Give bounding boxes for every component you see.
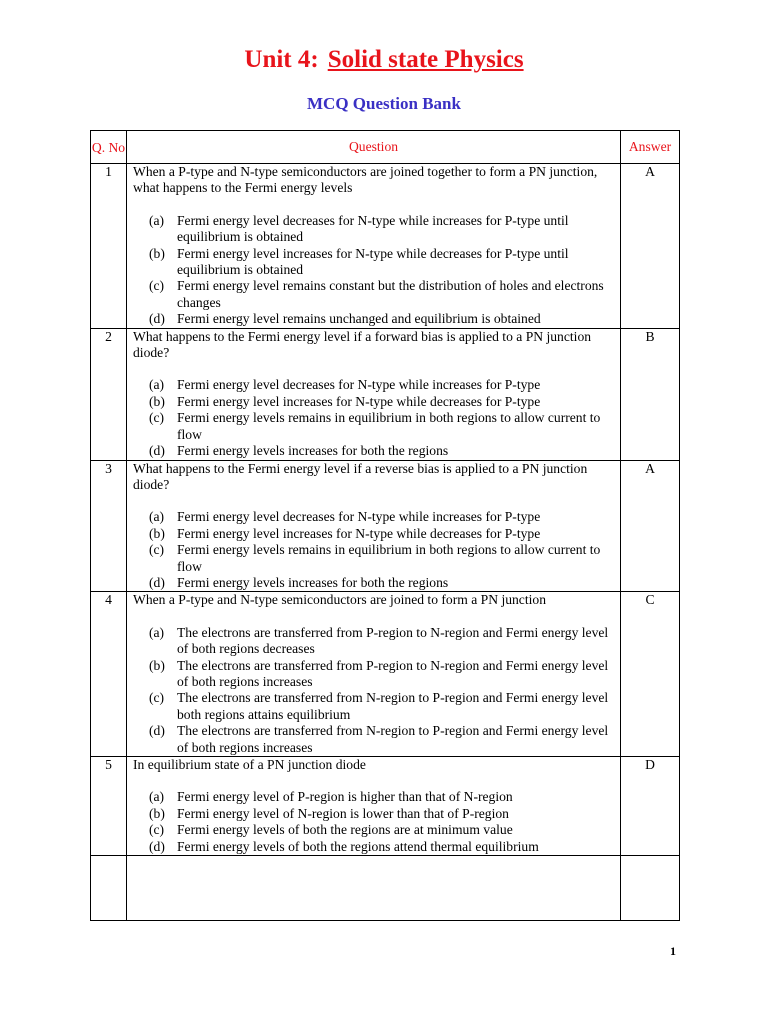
option-label: (d) [149, 311, 165, 327]
option-label: (a) [149, 377, 165, 393]
question-cell [127, 328, 621, 460]
option-text: Fermi energy levels remains in equilibrium in both regions to allow current to flow [177, 410, 601, 442]
option-label: (d) [149, 838, 165, 854]
options-list [133, 509, 616, 591]
topic-title: Solid state Physics [327, 46, 524, 73]
option-item [149, 542, 616, 575]
question-number: 3 [91, 460, 127, 592]
option-item [149, 806, 616, 822]
question-cell [127, 460, 621, 592]
options-list [133, 789, 616, 855]
option-label: (c) [149, 278, 165, 294]
option-label: (c) [149, 822, 165, 838]
question-text: What happens to the Fermi energy level if a reverse bias is applied to a PN junction diode? [133, 460, 588, 492]
option-item [149, 625, 616, 658]
question-cell [127, 757, 621, 856]
option-label: (b) [149, 393, 165, 409]
option-label: (b) [149, 245, 165, 261]
option-item [149, 509, 616, 525]
question-cell [127, 164, 621, 329]
mcq-table [90, 130, 680, 921]
answer-cell: A [621, 164, 680, 329]
table-row [91, 592, 680, 757]
option-text: The electrons are transferred from P-region to N-region and Fermi energy level of both regions decreases [177, 624, 609, 657]
question-number: 2 [91, 328, 127, 460]
table-row [91, 460, 680, 592]
question-number: 4 [91, 592, 127, 757]
question-number: 5 [91, 757, 127, 856]
option-item [149, 278, 616, 311]
option-text: The electrons are transferred from N-region to P-region and Fermi energy level both regions attains equilibrium [177, 690, 609, 722]
answer-cell: D [621, 757, 680, 856]
option-text: Fermi energy level of P-region is higher than that of N-region [177, 789, 513, 805]
option-label: (a) [149, 789, 165, 805]
answer-cell: B [621, 328, 680, 460]
option-item [149, 246, 616, 279]
option-text: Fermi energy level of N-region is lower than that of P-region [177, 805, 509, 821]
option-text: Fermi energy level remains unchanged and equilibrium is obtained [177, 311, 541, 327]
question-cell [127, 592, 621, 757]
answer-cell: A [621, 460, 680, 592]
option-item [149, 311, 616, 327]
option-label: (a) [149, 624, 165, 640]
option-label: (d) [149, 574, 165, 590]
option-item [149, 394, 616, 410]
question-text: In equilibrium state of a PN junction diode [133, 757, 366, 772]
answer-cell: C [621, 592, 680, 757]
option-text: Fermi energy level increases for N-type while decreases for P-type [177, 525, 541, 541]
option-item [149, 377, 616, 393]
option-label: (d) [149, 443, 165, 459]
option-item [149, 822, 616, 838]
option-text: Fermi energy levels of both the regions attend thermal equilibrium [177, 838, 539, 854]
option-text: Fermi energy level remains constant but the distribution of holes and electrons changes [177, 278, 604, 310]
options-list [133, 377, 616, 459]
option-label: (b) [149, 525, 165, 541]
option-text: Fermi energy levels increases for both the regions [177, 574, 449, 590]
option-item [149, 526, 616, 542]
option-text: Fermi energy level increases for N-type while decreases for P-type [177, 393, 541, 409]
option-item [149, 443, 616, 459]
option-item [149, 723, 616, 756]
option-item [149, 839, 616, 855]
question-text: When a P-type and N-type semiconductors are joined together to form a PN junction, what happens to the Fermi energy levels [133, 164, 598, 196]
option-text: Fermi energy level decreases for N-type while increases for P-type [177, 509, 541, 525]
option-item [149, 789, 616, 805]
empty-cell [91, 856, 127, 921]
unit-label: Unit 4: [244, 46, 319, 73]
option-item [149, 213, 616, 246]
options-list [133, 625, 616, 756]
table-row [91, 757, 680, 856]
option-label: (b) [149, 805, 165, 821]
question-number: 1 [91, 164, 127, 329]
option-item [149, 410, 616, 443]
option-text: Fermi energy level decreases for N-type while increases for P-type until equilibrium is obtained [177, 212, 569, 245]
table-header-row [91, 131, 680, 164]
option-label: (b) [149, 657, 165, 673]
option-text: The electrons are transferred from P-region to N-region and Fermi energy level of both regions increases [177, 657, 609, 689]
table-row [91, 328, 680, 460]
column-header-answer: Answer [621, 131, 680, 164]
option-label: (d) [149, 723, 165, 739]
page-subtitle: MCQ Question Bank [307, 94, 461, 113]
page-title [0, 46, 768, 74]
question-text: What happens to the Fermi energy level if a forward bias is applied to a PN junction diode? [133, 328, 592, 361]
option-label: (a) [149, 509, 165, 525]
option-text: Fermi energy levels increases for both the regions [177, 443, 449, 459]
option-label: (c) [149, 690, 165, 706]
empty-cell [621, 856, 680, 921]
table-row [91, 164, 680, 329]
option-label: (a) [149, 212, 165, 228]
option-text: Fermi energy levels remains in equilibrium in both regions to allow current to flow [177, 542, 601, 574]
page-number: 1 [670, 944, 676, 958]
option-text: The electrons are transferred from N-region to P-region and Fermi energy level of both regions increases [177, 723, 609, 755]
option-label: (c) [149, 542, 165, 558]
option-text: Fermi energy level increases for N-type while decreases for P-type until equilibrium is obtained [177, 245, 569, 278]
options-list [133, 213, 616, 328]
question-text: When a P-type and N-type semiconductors are joined to form a PN junction [133, 592, 546, 608]
column-header-question: Question [127, 131, 621, 164]
option-label: (c) [149, 410, 165, 426]
option-item [149, 575, 616, 591]
option-text: Fermi energy levels of both the regions are at minimum value [177, 822, 513, 838]
option-item [149, 690, 616, 723]
column-header-qno: Q. No [91, 131, 127, 164]
empty-row [91, 856, 680, 921]
option-item [149, 658, 616, 691]
option-text: Fermi energy level decreases for N-type while increases for P-type [177, 377, 541, 393]
empty-cell [127, 856, 621, 921]
